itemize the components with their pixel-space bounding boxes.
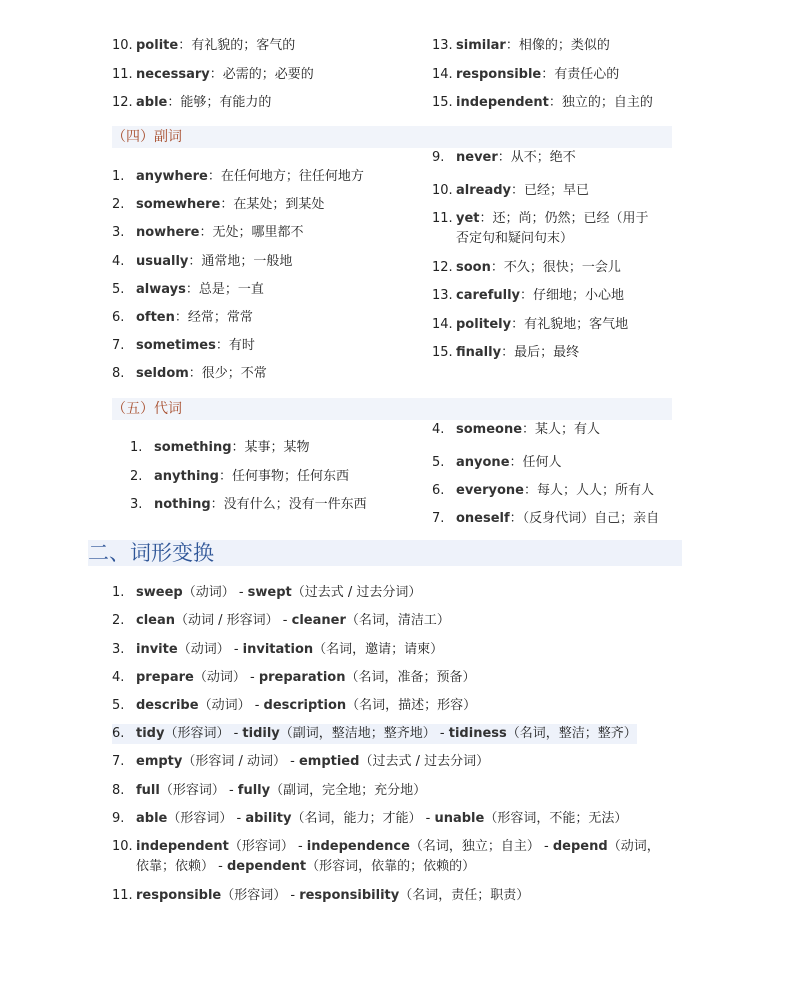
word-form: invite [136,642,178,657]
adverb-item [432,181,589,201]
word-form-note: （形容词，不能；无法） [484,811,628,826]
word-form: prepare [136,670,194,685]
entry-number: 11. [112,67,133,82]
adverb-item [112,252,292,272]
entry-meaning: ：独立的；自主的 [548,95,653,110]
word-form-note: （名词，清洁工） [345,613,450,628]
entry-number: 9. [432,150,445,165]
word-form-note: （形容词） - [159,783,238,798]
entry-meaning: ：在某处；到某处 [220,197,325,212]
entry-word: politely [456,317,512,332]
entry-meaning: ：没有什么；没有一件东西 [210,497,367,512]
entry-word: anything [154,469,219,484]
word-form-note: （动词 / 形容词） - [175,613,292,628]
adjective-item [432,93,653,113]
word-form-note: （形容词，依靠的；依赖的） [306,859,476,874]
word-form-item [112,752,489,772]
entry-number: 13. [432,288,453,303]
adverb-item [112,167,364,187]
entry-meaning: ：某事；某物 [231,440,310,455]
entry-number: 4. [112,670,125,685]
entry-meaning: ：通常地；一般地 [188,254,293,269]
entry-word: anyone [456,455,510,470]
word-form-note: （形容词 / 动词） - [182,754,299,769]
word-form-item [112,837,660,877]
adverb-item [112,195,324,215]
entry-meaning: ：必需的；必要的 [209,67,314,82]
entry-number: 4. [432,422,445,437]
entry-number: 3. [130,497,143,512]
entry-word: oneself [456,511,510,526]
entry-meaning: ：在任何地方；往任何地方 [207,169,364,184]
entry-meaning: ：已经；早已 [511,183,590,198]
word-form-note: 依靠；依赖） - [136,859,227,874]
entry-meaning: ：相像的；类似的 [505,38,610,53]
entry-meaning: ：最后；最终 [501,345,580,360]
entry-number: 8. [112,366,125,381]
entry-word: everyone [456,483,524,498]
entry-meaning: ：有礼貌的；客气的 [178,38,296,53]
word-form-item [112,724,637,744]
word-form: ability [245,811,292,826]
entry-number: 5. [432,455,445,470]
entry-word: yet [456,211,480,226]
word-form: swept [247,585,292,600]
entry-word: always [136,282,186,297]
entry-number: 2. [130,469,143,484]
entry-word: something [154,440,232,455]
entry-meaning: ：仔细地；小心地 [520,288,625,303]
word-form: describe [136,698,199,713]
entry-word: someone [456,422,523,437]
word-form-item [112,886,529,906]
entry-word: nowhere [136,225,200,240]
main-heading [88,540,682,566]
adverb-item [112,280,264,300]
entry-number: 2. [112,197,125,212]
adverb-item [432,209,649,249]
entry-number: 14. [432,317,453,332]
pronoun-item [432,420,600,440]
section-heading-text: （五）代词 [112,401,182,417]
entry-number: 3. [112,225,125,240]
word-form: emptied [298,754,360,769]
word-form-item [112,781,426,801]
word-form: cleaner [291,613,346,628]
entry-number: 7. [432,511,445,526]
entry-meaning: ：任何人 [509,455,562,470]
section-heading-pronouns [112,398,672,420]
entry-number: 1. [112,169,125,184]
entry-word: already [456,183,512,198]
section-heading-text: （四）副词 [112,129,182,145]
entry-number: 15. [432,345,453,360]
entry-meaning: ：能够；有能力的 [167,95,272,110]
entry-meaning: ：每人；人人；所有人 [524,483,655,498]
word-form-note: （名词，独立；自主） - [409,839,553,854]
adverb-item [432,148,576,168]
adjective-item [112,65,314,85]
word-form-note: （动词） - [177,642,243,657]
word-form: depend [552,839,608,854]
word-form-item [112,809,627,829]
entry-number: 11. [432,211,453,226]
entry-word: often [136,310,175,325]
entry-word: independent [456,95,549,110]
section-heading-adverbs [112,126,672,148]
word-form: invitation [242,642,314,657]
entry-word: finally [456,345,502,360]
word-form-note: （名词，邀请；请柬） [313,642,444,657]
entry-number: 11. [112,888,133,903]
entry-word: polite [136,38,179,53]
word-form-note: （过去式 / 过去分词） [291,585,422,600]
word-form-note: （动词， [607,839,660,854]
entry-word: necessary [136,67,210,82]
word-form-note: （动词） - [193,670,259,685]
word-form: full [136,783,160,798]
entry-meaning: ：有责任心的 [541,67,620,82]
word-form-note: （过去式 / 过去分词） [359,754,490,769]
entry-meaning: ：总是；一直 [185,282,264,297]
word-form: tidily [242,726,280,741]
word-form-item [112,668,475,688]
word-form-item [112,611,450,631]
entry-number: 1. [112,585,125,600]
entry-number: 10. [112,839,133,854]
adverb-item [112,364,267,384]
entry-word: able [136,95,168,110]
entry-number: 13. [432,38,453,53]
adjective-item [432,65,619,85]
entry-number: 6. [432,483,445,498]
pronoun-item [130,495,367,515]
word-form: empty [136,754,183,769]
entry-meaning: ：不久；很快；一会儿 [490,260,621,275]
pronoun-item [130,438,310,458]
adverb-item [112,336,255,356]
word-form-note: （形容词） - [221,888,300,903]
adverb-item [112,308,253,328]
word-form: able [136,811,168,826]
word-form: responsibility [299,888,400,903]
entry-word: usually [136,254,189,269]
entry-meaning: ：还；尚；仍然；已经（用于 [479,211,649,226]
entry-word: soon [456,260,491,275]
entry-meaning: ：（反身代词）自己；亲自 [509,511,660,526]
pronoun-item [130,467,349,487]
entry-number: 10. [432,183,453,198]
word-form-note: （动词） - [198,698,264,713]
word-form: responsible [136,888,222,903]
entry-meaning-continued: 否定句和疑问句末） [456,231,574,246]
pronoun-item [432,509,659,529]
entry-number: 12. [112,95,133,110]
entry-number: 4. [112,254,125,269]
word-form-note: （名词，准备；预备） [345,670,476,685]
word-form-item [112,640,443,660]
entry-number: 5. [112,698,125,713]
pronoun-item [432,481,654,501]
word-form-note: （名词，整洁；整齐） [506,726,637,741]
word-form: sweep [136,585,183,600]
entry-meaning: ：某人；有人 [522,422,601,437]
entry-word: similar [456,38,506,53]
entry-meaning: ：很少；不常 [188,366,267,381]
word-form-note: （形容词） - [167,811,246,826]
word-form: independent [136,839,229,854]
entry-number: 14. [432,67,453,82]
main-heading-text: 二、词形变换 [88,541,214,565]
entry-word: somewhere [136,197,221,212]
adverb-item [432,286,624,306]
entry-number: 6. [112,726,125,741]
entry-word: responsible [456,67,542,82]
adverb-item [432,258,621,278]
adjective-item [112,93,271,113]
adverb-item [432,343,579,363]
entry-number: 10. [112,38,133,53]
word-form-note: （名词，责任；职责） [399,888,530,903]
adverb-item [112,223,304,243]
entry-word: carefully [456,288,521,303]
entry-number: 3. [112,642,125,657]
word-form-note: （动词） - [182,585,248,600]
entry-meaning: ：经常；常常 [174,310,253,325]
word-form-note: （副词，整洁地；整齐地） - [279,726,449,741]
entry-number: 7. [112,338,125,353]
word-form: preparation [258,670,346,685]
entry-word: seldom [136,366,189,381]
word-form-note: （形容词） - [228,839,307,854]
word-form-item [112,696,476,716]
word-form: fully [237,783,271,798]
entry-meaning: ：任何事物；任何东西 [219,469,350,484]
entry-number: 12. [432,260,453,275]
entry-meaning: ：无处；哪里都不 [199,225,304,240]
entry-number: 15. [432,95,453,110]
adverb-item [432,315,628,335]
entry-word: sometimes [136,338,216,353]
adjective-item [432,36,610,56]
entry-meaning: ：有礼貌地；客气地 [511,317,629,332]
word-form: clean [136,613,176,628]
entry-number: 7. [112,754,125,769]
entry-number: 2. [112,613,125,628]
word-form-note: （副词，完全地；充分地） [270,783,427,798]
entry-meaning: ：从不；绝不 [497,150,576,165]
entry-number: 6. [112,310,125,325]
word-form-note: （名词，描述；形容） [346,698,477,713]
word-form: description [263,698,347,713]
pronoun-item [432,453,562,473]
word-form: unable [434,811,485,826]
adjective-item [112,36,295,56]
entry-word: nothing [154,497,211,512]
entry-meaning: ：有时 [215,338,255,353]
entry-number: 8. [112,783,125,798]
word-form-note: （形容词） - [164,726,243,741]
entry-number: 9. [112,811,125,826]
word-form: tidy [136,726,165,741]
word-form-note: （名词，能力；才能） - [291,811,435,826]
word-form: tidiness [448,726,507,741]
word-form: independence [306,839,410,854]
entry-number: 5. [112,282,125,297]
entry-number: 1. [130,440,143,455]
word-form-item [112,583,421,603]
entry-word: never [456,150,498,165]
word-form: dependent [226,859,307,874]
entry-word: anywhere [136,169,208,184]
